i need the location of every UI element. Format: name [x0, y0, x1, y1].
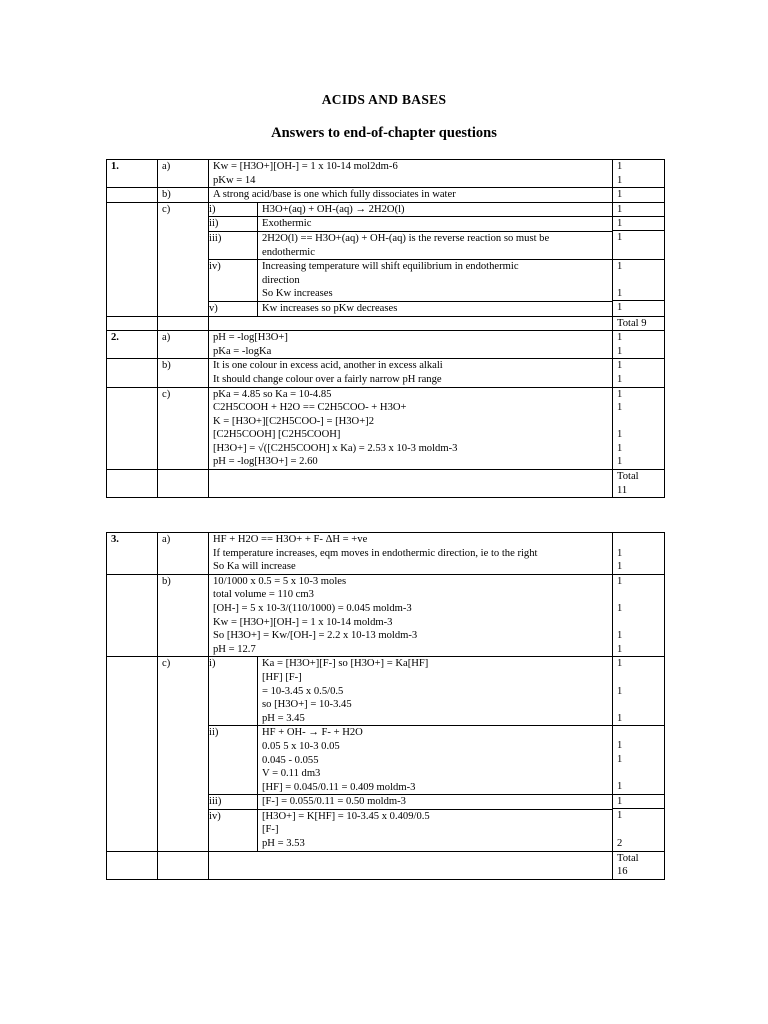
part-label: a)	[162, 332, 171, 344]
text-line	[213, 484, 608, 498]
text-line: = 10-3.45 x 0.5/0.5	[262, 685, 344, 697]
subpart-label-cell	[209, 217, 258, 232]
text-line: pH = -log[H3O+]	[213, 332, 288, 344]
part-label: c)	[162, 388, 171, 400]
subpart-row	[209, 217, 613, 232]
question-number-cell	[107, 202, 158, 316]
text-line: [C2H5COOH] [C2H5COOH]	[213, 429, 341, 441]
part-label-cell	[158, 160, 209, 188]
subpart-label: iii)	[209, 232, 222, 244]
text-line: [HF] = 0.045/0.11 = 0.409 moldm-3	[262, 781, 416, 793]
text-line: pKa = -logKa	[213, 345, 272, 357]
text-line: 1	[617, 456, 623, 468]
question-number: 2.	[111, 332, 119, 344]
text-line: Ka = [H3O+][F-] so [H3O+] = Ka[HF]	[262, 658, 429, 670]
part-label-cell	[158, 533, 209, 575]
subpart-label-cell	[209, 260, 258, 302]
text-line: 1	[617, 602, 623, 614]
text-line	[617, 671, 660, 685]
subpart-label: ii)	[209, 218, 219, 230]
subpart-label-cell	[209, 231, 258, 259]
text-line: So Kw increases	[262, 288, 333, 300]
text-line: 11	[617, 484, 628, 496]
text-line: 1	[617, 232, 623, 244]
marks-group	[613, 726, 664, 795]
text-line	[213, 317, 608, 331]
part-label: c)	[162, 658, 171, 670]
question-number-cell	[107, 160, 158, 188]
answer-cell	[209, 574, 613, 657]
subpart-answer-cell	[258, 809, 613, 850]
text-line: 1	[617, 332, 623, 344]
text-line	[617, 273, 660, 287]
subpart-answer-cell	[258, 217, 613, 232]
answer-cell	[209, 387, 613, 470]
text-line: pKa = 4.85 so Ka = 10-4.85	[213, 388, 332, 400]
part-label-cell	[158, 851, 209, 879]
marks-cell	[613, 188, 665, 203]
text-line: 2H2O(l) == H3O+(aq) + OH-(aq) is the reverse reaction so must be	[262, 232, 550, 244]
subpart-label-cell	[209, 657, 258, 725]
answer-cell	[209, 331, 613, 359]
subpart-label: ii)	[209, 727, 219, 739]
marks-cell	[613, 202, 665, 316]
part-label-cell	[158, 359, 209, 387]
page-title: ACIDS AND BASES	[321, 92, 447, 107]
marks-cell	[613, 359, 665, 387]
text-line: 1	[617, 373, 623, 385]
answer-cell	[209, 160, 613, 188]
text-line: HF + OH- → F- + H2O	[262, 727, 363, 739]
text-line	[213, 470, 608, 484]
text-line: 1	[617, 575, 623, 587]
answer-row	[107, 387, 665, 470]
text-line: 1	[617, 174, 623, 186]
subpart-row	[209, 203, 613, 217]
text-line: 1	[617, 712, 623, 724]
part-label-cell	[158, 657, 209, 851]
answer-row	[107, 160, 665, 188]
text-line: endothermic	[262, 246, 315, 258]
marks-cell	[613, 316, 665, 331]
text-line: 1	[617, 740, 623, 752]
question-number-cell	[107, 387, 158, 470]
question-number-cell	[107, 316, 158, 331]
subpart-row	[209, 809, 613, 850]
subpart-label: i)	[209, 658, 216, 670]
text-line: 1	[617, 561, 623, 573]
question-number-cell	[107, 851, 158, 879]
text-line: It should change colour over a fairly narrow pH range	[213, 373, 442, 385]
subpart-label: iii)	[209, 796, 222, 808]
part-label-cell	[158, 331, 209, 359]
text-line: V = 0.11 dm3	[262, 768, 321, 780]
marks-cell	[613, 851, 665, 879]
answer-cell	[209, 657, 613, 851]
text-line: K = [H3O+][C2H5COO-] = [H3O+]2	[213, 415, 375, 427]
marks-cell	[613, 470, 665, 498]
text-line: Kw = [H3O+][OH-] = 1 x 10-14 moldm-3	[213, 616, 393, 628]
marks-group	[613, 217, 664, 232]
part-label: a)	[162, 534, 171, 545]
subpart-row	[209, 795, 613, 810]
question-number-cell	[107, 657, 158, 851]
answer-row	[107, 316, 665, 331]
marks-group	[613, 657, 664, 725]
subpart-label-cell	[209, 726, 258, 795]
text-line: It is one colour in excess acid, another in excess alkali	[213, 360, 443, 372]
text-line: 1	[617, 302, 623, 314]
text-line: 1	[617, 203, 623, 215]
text-line: 0.045 - 0.055	[262, 754, 319, 766]
text-line: Total	[617, 471, 639, 483]
text-line: 1	[617, 345, 623, 357]
text-line: pH = -log[H3O+] = 2.60	[213, 456, 318, 468]
text-line: If temperature increases, eqm moves in endothermic direction, ie to the right	[213, 547, 538, 559]
marks-group	[613, 301, 664, 315]
question-number: 3.	[111, 534, 119, 545]
marks-group	[613, 203, 664, 217]
text-line: 1	[617, 217, 623, 229]
text-line: HF + H2O == H3O+ + F- ΔH = +ve	[213, 534, 368, 545]
text-line	[617, 588, 660, 602]
part-label: b)	[162, 360, 171, 372]
text-line: Increasing temperature will shift equilibrium in endothermic	[262, 261, 519, 273]
text-line: Exothermic	[262, 218, 312, 230]
subpart-answer-cell	[258, 260, 613, 302]
part-label-cell	[158, 470, 209, 498]
text-line	[617, 823, 660, 837]
answer-cell	[209, 316, 613, 331]
text-line: 1	[617, 442, 623, 454]
answer-row	[107, 359, 665, 387]
question-number-cell	[107, 574, 158, 657]
answer-row	[107, 851, 665, 879]
marks-stack	[617, 657, 660, 850]
subpart-answer-cell	[258, 726, 613, 795]
text-line	[617, 698, 660, 712]
text-line	[213, 852, 608, 866]
part-label-cell	[158, 387, 209, 470]
subpart-label: iv)	[209, 810, 221, 822]
text-line: 1	[617, 643, 623, 655]
answer-row	[107, 574, 665, 657]
part-label-cell	[158, 202, 209, 316]
text-line: Kw = [H3O+][OH-] = 1 x 10-14 mol2dm-6	[213, 161, 398, 172]
text-line: 1	[617, 781, 623, 793]
text-line: 1	[617, 360, 623, 372]
text-line: 1	[617, 402, 623, 414]
subpart-row	[209, 726, 613, 795]
question-number-cell	[107, 470, 158, 498]
text-line: 1	[617, 685, 623, 697]
text-line: H3O+(aq) + OH-(aq) → 2H2O(l)	[262, 203, 405, 215]
page-subtitle: Answers to end-of-chapter questions	[271, 125, 497, 141]
answer-row	[107, 470, 665, 498]
marks-group	[613, 231, 664, 259]
text-line: [H3O+] = K[HF] = 10-3.45 x 0.409/0.5	[262, 810, 430, 822]
part-label: c)	[162, 203, 171, 215]
text-line: 1	[617, 429, 623, 441]
marks-group	[613, 809, 664, 850]
subpart-answer-cell	[258, 795, 613, 810]
part-label: a)	[162, 161, 171, 172]
answer-cell	[209, 188, 613, 203]
text-line: pH = 3.45	[262, 712, 305, 724]
text-line: pH = 12.7	[213, 643, 256, 655]
subpart-label: v)	[209, 302, 218, 314]
subpart-answer-cell	[258, 657, 613, 725]
part-label-cell	[158, 188, 209, 203]
subpart-label-cell	[209, 203, 258, 217]
marks-cell	[613, 657, 665, 851]
text-line: [HF] [F-]	[262, 671, 302, 683]
answer-row	[107, 533, 665, 575]
text-line	[617, 415, 660, 429]
subpart-label-cell	[209, 301, 258, 315]
text-line: direction	[262, 274, 300, 286]
subpart-label-cell	[209, 809, 258, 850]
text-line: pH = 3.53	[262, 838, 305, 850]
text-line: C2H5COOH + H2O == C2H5COO- + H3O+	[213, 402, 407, 414]
subpart-label: i)	[209, 203, 216, 215]
answer-cell	[209, 359, 613, 387]
text-line	[617, 616, 660, 630]
subpart-table	[209, 203, 613, 316]
part-label: b)	[162, 575, 171, 587]
text-line	[617, 726, 660, 740]
question-number: 1.	[111, 161, 119, 172]
text-line: [H3O+] = √([C2H5COOH] x Ka) = 2.53 x 10-3 moldm-3	[213, 442, 458, 454]
text-line: total volume = 110 cm3	[213, 589, 314, 601]
subpart-row	[209, 260, 613, 302]
answer-row	[107, 331, 665, 359]
marks-cell	[613, 160, 665, 188]
text-line: 0.05 5 x 10-3 0.05	[262, 740, 340, 752]
text-line	[213, 865, 608, 879]
marks-cell	[613, 574, 665, 657]
answer-row	[107, 188, 665, 203]
part-label-cell	[158, 316, 209, 331]
text-line: [F-]	[262, 824, 279, 836]
marks-stack	[617, 203, 660, 316]
text-line: Total 9	[617, 317, 647, 329]
text-line: 1	[617, 630, 623, 642]
answer-cell	[209, 470, 613, 498]
text-line: 1	[617, 388, 623, 400]
marks-cell	[613, 331, 665, 359]
text-line: Total	[617, 852, 639, 864]
question-number-cell	[107, 331, 158, 359]
marks-cell	[613, 387, 665, 470]
text-line: pKw = 14	[213, 174, 256, 186]
subpart-row	[209, 301, 613, 315]
text-line: [F-] = 0.055/0.11 = 0.50 moldm-3	[262, 796, 406, 808]
text-line: So Ka will increase	[213, 561, 296, 573]
marks-cell	[613, 533, 665, 575]
text-line	[617, 245, 660, 259]
answer-cell	[209, 851, 613, 879]
text-line: 1	[617, 260, 623, 272]
text-line: 1	[617, 754, 623, 765]
text-line: 16	[617, 866, 628, 878]
text-line: 1	[617, 189, 623, 201]
question-number-cell	[107, 188, 158, 203]
subpart-answer-cell	[258, 231, 613, 259]
text-line	[617, 533, 660, 547]
answer-row	[107, 202, 665, 316]
part-label-cell	[158, 574, 209, 657]
marks-group	[613, 795, 664, 810]
question-3-table	[106, 532, 665, 880]
subpart-row	[209, 231, 613, 259]
question-number-cell	[107, 533, 158, 575]
subpart-label: iv)	[209, 261, 221, 273]
text-line: So [H3O+] = Kw/[OH-] = 2.2 x 10-13 moldm-3	[213, 630, 418, 642]
subpart-label-cell	[209, 795, 258, 810]
subpart-answer-cell	[258, 203, 613, 217]
text-line: 1	[617, 161, 623, 172]
text-line: A strong acid/base is one which fully dissociates in water	[213, 189, 456, 201]
questions-1-2-table	[106, 159, 665, 498]
text-line: 1	[617, 810, 623, 822]
question-number-cell	[107, 359, 158, 387]
marks-group	[613, 260, 664, 302]
text-line: so [H3O+] = 10-3.45	[262, 699, 352, 711]
text-line: 10/1000 x 0.5 = 5 x 10-3 moles	[213, 575, 347, 587]
subpart-row	[209, 657, 613, 725]
subpart-table	[209, 657, 613, 850]
text-line: Kw increases so pKw decreases	[262, 302, 398, 314]
answer-row	[107, 657, 665, 851]
text-line: [OH-] = 5 x 10-3/(110/1000) = 0.045 moldm-3	[213, 602, 412, 614]
text-line: 1	[617, 287, 623, 299]
part-label: b)	[162, 189, 171, 201]
text-line: 1	[617, 658, 623, 670]
answer-cell	[209, 202, 613, 316]
text-line: 2	[617, 837, 623, 849]
text-line: 1	[617, 795, 623, 807]
text-line	[617, 767, 660, 781]
answer-cell	[209, 533, 613, 575]
text-line: 1	[617, 547, 623, 559]
subpart-answer-cell	[258, 301, 613, 315]
